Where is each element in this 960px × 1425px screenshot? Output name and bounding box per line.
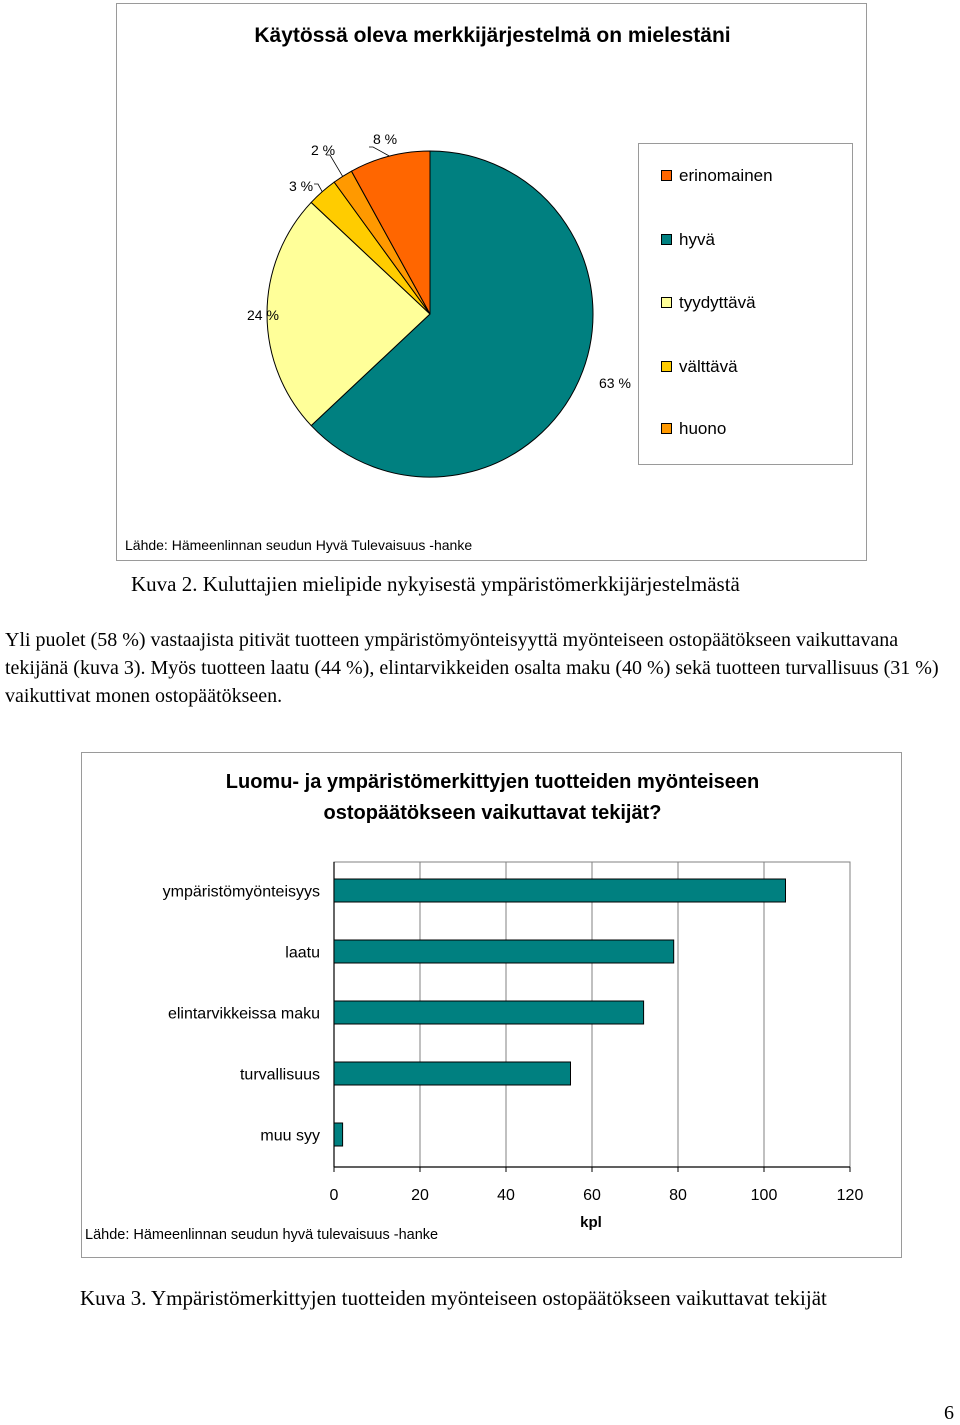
page-number: 6 [944,1402,954,1424]
bar-muu-syy [334,1123,343,1146]
body-paragraph: Yli puolet (58 %) vastaajista pitivät tuotteen ympäristömyönteisyyttä myönteiseen ostopäätökseen vaikuttavana tekijänä (kuva 3). Myös tuotteen laatu (44 %), elintarvikkeiden osalta maku (40 %) sekä tuotteen turvallisuus (31 %) vaikuttivat monen ostopäätökseen. [5,629,939,707]
bar-chart-title-line-1: Luomu- ja ympäristömerkittyjen tuotteiden myönteiseen [225,771,760,793]
x-tick-label: 100 [750,1187,778,1204]
x-tick-label: 80 [669,1187,687,1204]
bar-chart-source: Lähde: Hämeenlinnan seudun hyvä tulevaisuus -hanke [85,1227,439,1243]
bar-chart-svg [82,753,903,1259]
pie-label-tyydyttava: 24 % [247,307,279,323]
bar-ymparistomyonteisyys [334,879,786,902]
legend-label: erinomainen [679,166,773,185]
category-label-ymparistomyonteisyys: ympäristömyönteisyys [162,883,320,901]
pie-label-huono: 2 % [311,142,336,158]
legend-item-huono [679,419,726,439]
pie-legend [638,143,853,465]
x-axis-label: kpl [580,1214,602,1231]
x-tick-label: 40 [497,1187,515,1204]
legend-swatch [661,170,672,181]
x-tick-label: 60 [583,1187,601,1204]
legend-label: huono [679,419,727,438]
legend-item-valttava [679,357,738,377]
figure-2-caption: Kuva 2. Kuluttajien mielipide nykyisestä ympäristömerkkijärjestelmästä [131,572,740,596]
category-label-turvallisuus: turvallisuus [239,1066,320,1084]
pie-chart-title: Käytössä oleva merkkijärjestelmä on mielestäni [254,24,731,47]
pie-label-valttava: 3 % [289,178,314,194]
pie-leader-line-huono [326,155,343,176]
legend-swatch [661,297,672,308]
legend-item-erinomainen [679,166,773,186]
legend-swatch [661,234,672,245]
pie-chart-figure [116,3,867,561]
pie-label-hyva: 63 % [599,375,631,391]
figure-3-caption: Kuva 3. Ympäristömerkittyjen tuotteiden myönteiseen ostopäätökseen vaikuttavat tekijät [80,1286,827,1310]
bar-elintarvikkeissa-maku [334,1001,644,1024]
x-tick-label: 20 [411,1187,429,1204]
legend-label: tyydyttävä [679,293,756,312]
x-tick-label: 120 [836,1187,864,1204]
legend-item-hyva [679,230,715,250]
bar-chart-figure [81,752,902,1258]
pie-leader-line-erinomainen [369,147,390,156]
legend-label: hyvä [679,230,715,249]
legend-swatch [661,423,672,434]
x-tick-label: 0 [329,1187,339,1204]
bar-laatu [334,940,674,963]
category-label-elintarvikkeissa-maku: elintarvikkeissa maku [167,1005,320,1023]
pie-leader-line-valttava [314,184,322,192]
legend-label: välttävä [679,357,738,376]
bar-chart-title-line-2: ostopäätökseen vaikuttavat tekijät? [323,802,662,824]
category-label-muu-syy: muu syy [260,1127,320,1145]
pie-chart-source: Lähde: Hämeenlinnan seudun Hyvä Tulevaisuus -hanke [125,537,473,553]
category-label-laatu: laatu [285,944,320,962]
legend-swatch [661,361,672,372]
pie-label-erinomainen: 8 % [373,131,398,147]
legend-item-tyydyttava [679,293,756,313]
bar-turvallisuus [334,1062,571,1085]
